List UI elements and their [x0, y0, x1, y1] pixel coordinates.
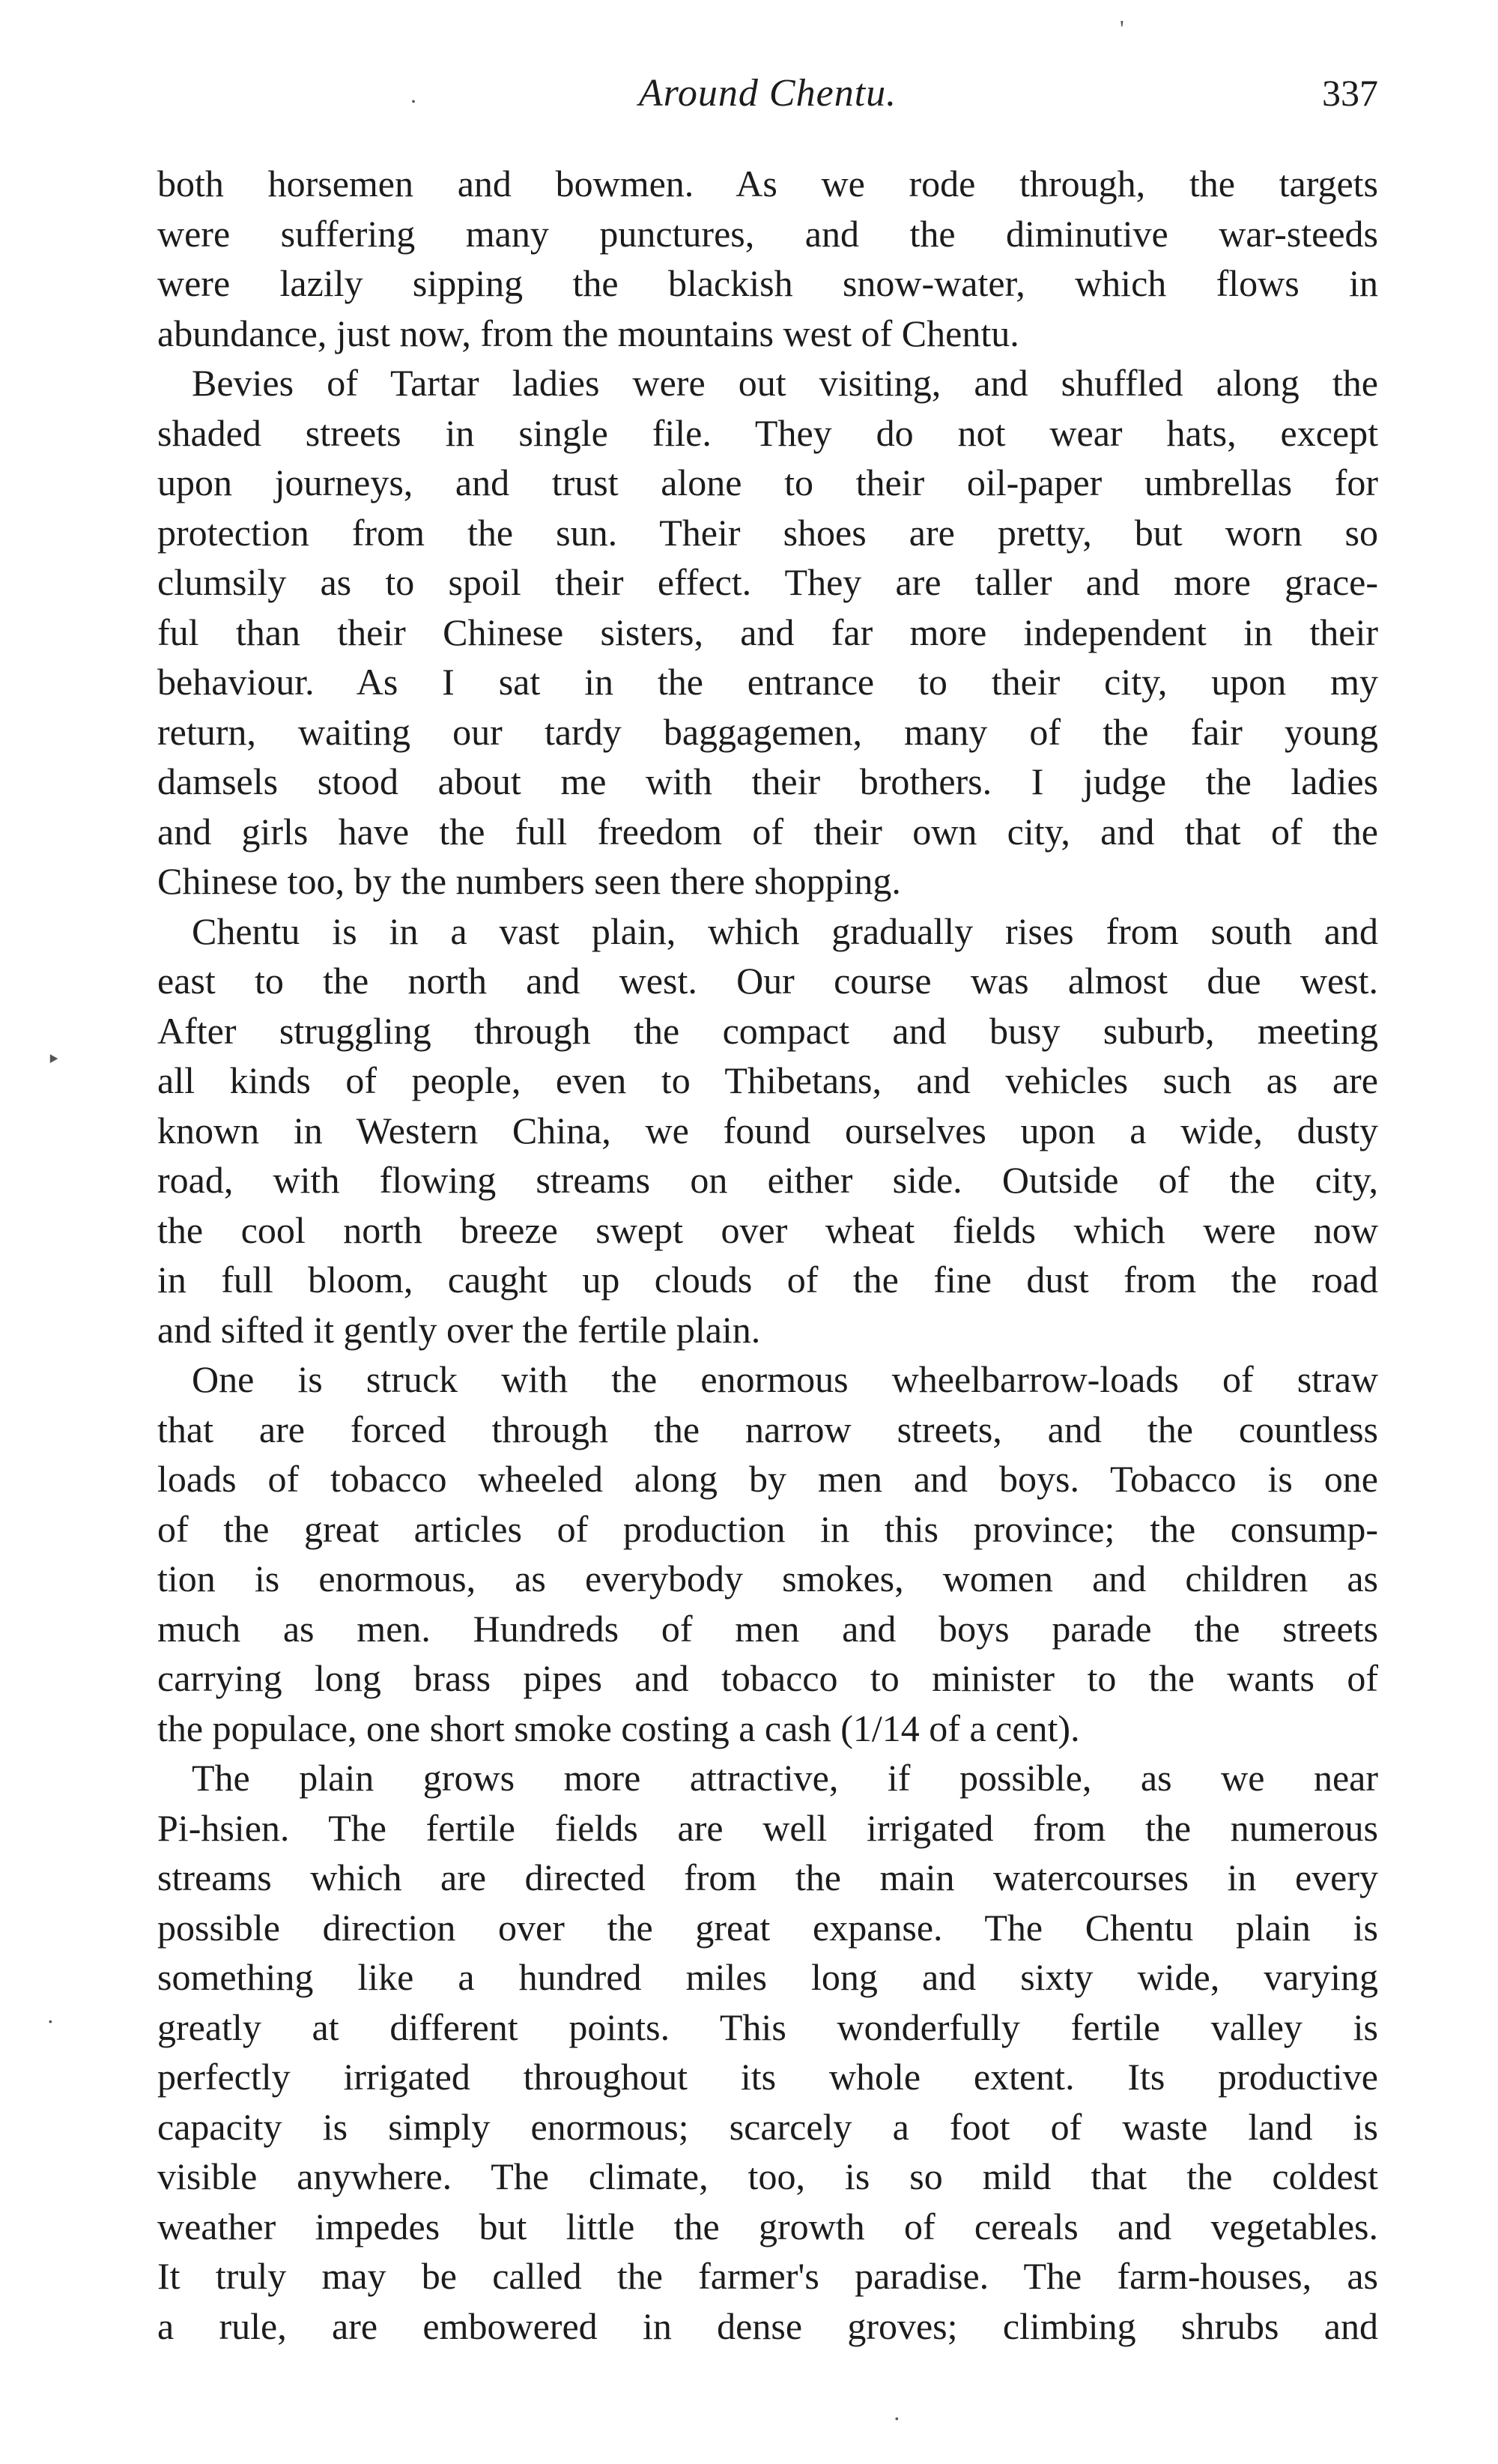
paragraph-start-line: The plain grows more attractive, if possible, as we near [192, 1757, 1378, 1799]
text-line: After struggling through the compact and busy suburb, meeting [157, 1009, 1378, 1052]
text-line: both horsemen and bowmen. As we rode through, the targets [157, 163, 1378, 205]
text-line: all kinds of people, even to Thibetans, and vehicles such as are [157, 1059, 1378, 1101]
text-line: the populace, one short smoke costing a cash (1/14 of a cent). [157, 1707, 1080, 1749]
text-line: in full bloom, caught up clouds of the fine dust from the road [157, 1259, 1378, 1301]
margin-speck: ‣ [46, 1046, 61, 1073]
text-line: streams which are directed from the main watercourses in every [157, 1856, 1378, 1898]
text-line: perfectly irrigated throughout its whole extent. Its productive [157, 2056, 1378, 2098]
text-line: upon journeys, and trust alone to their oil-paper umbrellas for [157, 461, 1378, 503]
text-line: something like a hundred miles long and sixty wide, varying [157, 1956, 1378, 1998]
text-line: Pi-hsien. The fertile fields are well irrigated from the numerous [157, 1806, 1378, 1849]
text-line: return, waiting our tardy baggagemen, many of the fair young [157, 710, 1378, 753]
text-line: Chinese too, by the numbers seen there shopping. [157, 860, 901, 902]
text-line: behaviour. As I sat in the entrance to their city, upon my [157, 661, 1378, 703]
text-line: were lazily sipping the blackish snow-water, which flows in [157, 262, 1378, 304]
text-line: weather impedes but little the growth of cereals and vegetables. [157, 2205, 1378, 2247]
text-line: capacity is simply enormous; scarcely a foot of waste land is [157, 2105, 1378, 2148]
page-number: 337 [1322, 72, 1378, 114]
text-line: visible anywhere. The climate, too, is so mild that the coldest [157, 2155, 1378, 2197]
paragraph-start-line: Chentu is in a vast plain, which gradually rises from south and [192, 909, 1378, 952]
text-line: clumsily as to spoil their effect. They are taller and more grace- [157, 561, 1378, 603]
paragraph-start-line: Bevies of Tartar ladies were out visiting, and shuffled along the [192, 362, 1378, 404]
text-line: east to the north and west. Our course was almost due west. [157, 960, 1378, 1002]
text-line: the cool north breeze swept over wheat fields which were now [157, 1208, 1378, 1251]
paragraph-start-line: One is struck with the enormous wheelbarrow-loads of straw [192, 1358, 1378, 1400]
text-line: road, with flowing streams on either side. Outside of the city, [157, 1159, 1378, 1201]
text-line: shaded streets in single file. They do not wear hats, except [157, 411, 1378, 454]
margin-speck: · [893, 2405, 901, 2432]
margin-speck: ' [1120, 15, 1124, 42]
text-line: that are forced through the narrow streets, and the countless [157, 1408, 1378, 1450]
text-line: ful than their Chinese sisters, and far more independent in their [157, 611, 1378, 653]
margin-speck: . [410, 81, 416, 108]
margin-speck: · [46, 2008, 55, 2035]
text-line: known in Western China, we found ourselves upon a wide, dusty [157, 1109, 1378, 1151]
text-line: tion is enormous, as everybody smokes, women and children as [157, 1558, 1378, 1599]
running-head [157, 71, 1378, 124]
text-line: a rule, are embowered in dense groves; climbing shrubs and [157, 2304, 1378, 2347]
page-title: Around Chentu. [638, 72, 897, 115]
text-line: loads of tobacco wheeled along by men and boys. Tobacco is one [157, 1458, 1378, 1500]
text-line: abundance, just now, from the mountains west of Chentu. [157, 312, 1019, 354]
text-line: protection from the sun. Their shoes are pretty, but worn so [157, 511, 1378, 554]
text-line: much as men. Hundreds of men and boys parade the streets [157, 1607, 1378, 1650]
text-line: It truly may be called the farmer's paradise. The farm-houses, as [157, 2255, 1378, 2297]
text-line: damsels stood about me with their brothers. I judge the ladies [157, 760, 1378, 802]
text-line: carrying long brass pipes and tobacco to minister to the wants of [157, 1657, 1378, 1699]
body-text [157, 159, 1378, 2351]
text-line: and sifted it gently over the fertile plain. [157, 1308, 761, 1351]
text-line: and girls have the full freedom of their own city, and that of the [157, 810, 1378, 853]
text-line: greatly at different points. This wonderfully fertile valley is [157, 2006, 1378, 2048]
text-line: possible direction over the great expanse. The Chentu plain is [157, 1906, 1378, 1949]
text-line: of the great articles of production in this province; the consump- [157, 1507, 1378, 1550]
text-line: were suffering many punctures, and the diminutive war-steeds [157, 212, 1378, 255]
